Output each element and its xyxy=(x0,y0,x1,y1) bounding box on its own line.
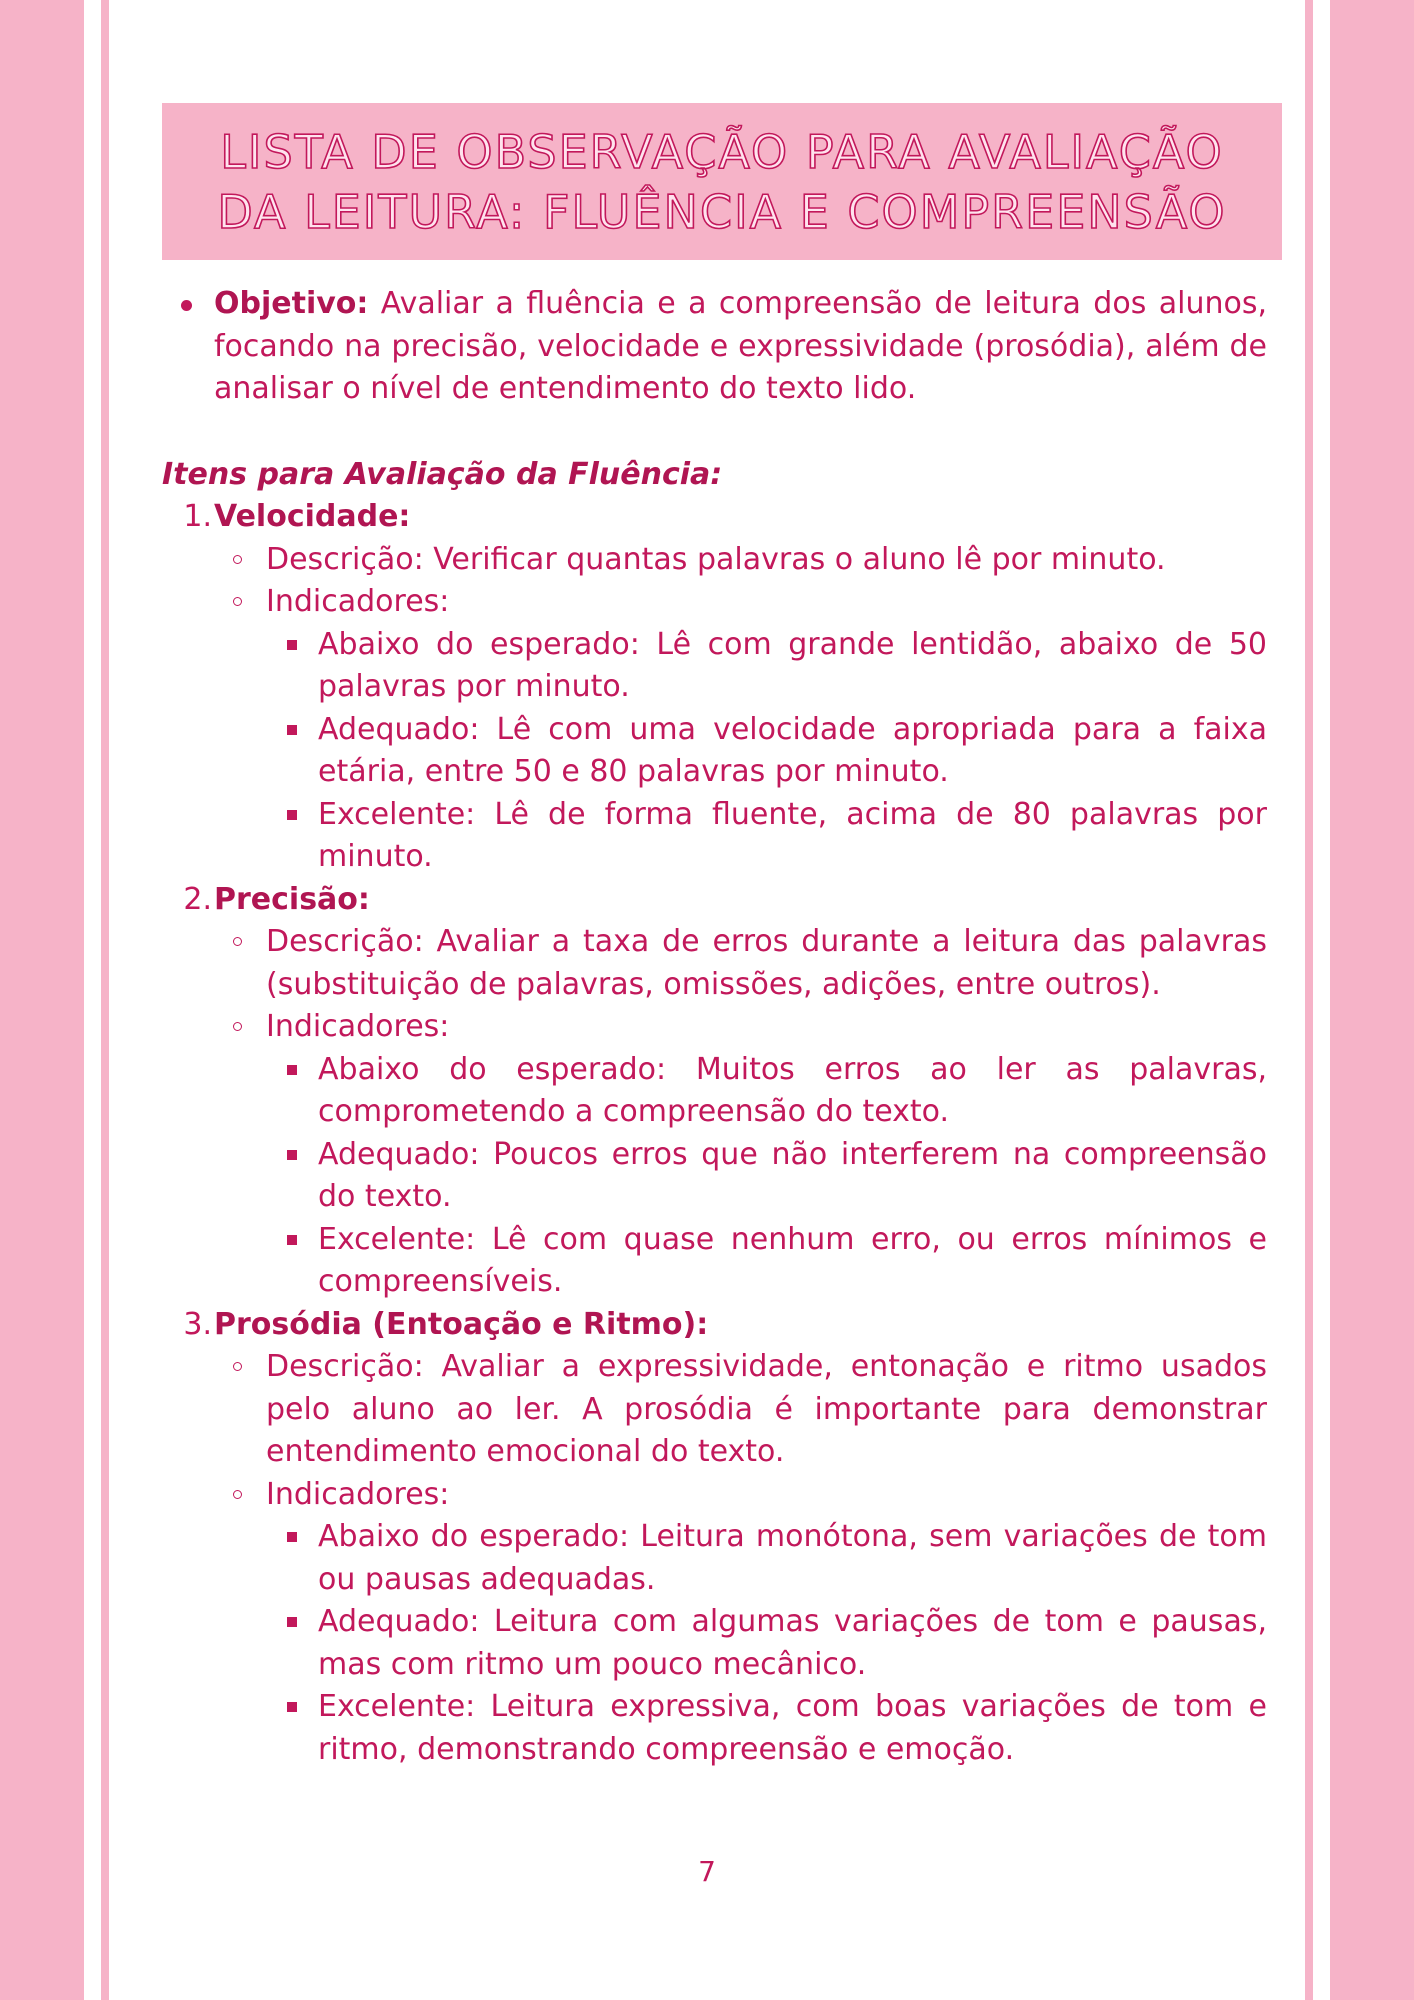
document-body xyxy=(162,283,1267,1771)
criterion-description: Descrição: Avaliar a expressividade, entonação e ritmo usados pelo aluno ao ler. A prosódia é importante para demonstrar entendimento emocional do texto. xyxy=(214,1346,1267,1474)
objective-text: Avaliar a fluência e a compreensão de leitura dos alunos, focando na precisão, velocidade e expressividade (prosódia), além de analisar o nível de entendimento do texto lido. xyxy=(214,286,1267,406)
criterion-number: 1. xyxy=(183,499,212,534)
criterion-description: Descrição: Verificar quantas palavras o aluno lê por minuto. xyxy=(214,539,1267,582)
objective-label: Objetivo: xyxy=(214,286,369,321)
criterion-number: 3. xyxy=(183,1306,212,1342)
criterion-velocidade xyxy=(162,496,1267,539)
left-inner-stripe xyxy=(101,0,109,2000)
indicators-label: Indicadores: xyxy=(214,1474,1267,1517)
indicator-item: Excelente: Lê de forma fluente, acima de 80 palavras por minuto. xyxy=(266,794,1267,879)
indicator-item: Abaixo do esperado: Muitos erros ao ler as palavras, comprometendo a compreensão do texto. xyxy=(266,1049,1267,1134)
criterion-number: 2. xyxy=(183,881,212,917)
indicator-item: Adequado: Poucos erros que não interferem na compreensão do texto. xyxy=(266,1134,1267,1219)
criterion-description: Descrição: Avaliar a taxa de erros durante a leitura das palavras (substituição de palavras, omissões, adições, entre outros). xyxy=(214,921,1267,1006)
right-outer-stripe xyxy=(1330,0,1414,2000)
criterion-title: Prosódia (Entoação e Ritmo): xyxy=(214,1306,709,1342)
indicators-label: Indicadores: xyxy=(214,1006,1267,1049)
indicator-item: Adequado: Leitura com algumas variações de tom e pausas, mas com ritmo um pouco mecânico. xyxy=(266,1601,1267,1686)
criterion-title: Precisão: xyxy=(214,881,370,917)
indicator-item: Excelente: Leitura expressiva, com boas variações de tom e ritmo, demonstrando compreensão e emoção. xyxy=(266,1686,1267,1771)
criterion-prosodia xyxy=(162,1304,1267,1347)
fluency-section-heading: Itens para Avaliação da Fluência: xyxy=(162,456,723,492)
left-outer-stripe xyxy=(0,0,84,2000)
indicator-item: Adequado: Lê com uma velocidade apropriada para a faixa etária, entre 50 e 80 palavras por minuto. xyxy=(266,709,1267,794)
indicator-item: Abaixo do esperado: Lê com grande lentidão, abaixo de 50 palavras por minuto. xyxy=(266,624,1267,709)
criterion-precisao xyxy=(162,879,1267,922)
title-banner xyxy=(162,103,1282,260)
objective-item xyxy=(162,283,1267,411)
right-inner-stripe xyxy=(1305,0,1313,2000)
indicators-label: Indicadores: xyxy=(214,581,1267,624)
indicator-item: Excelente: Lê com quase nenhum erro, ou erros mínimos e compreensíveis. xyxy=(266,1219,1267,1304)
indicator-item: Abaixo do esperado: Leitura monótona, sem variações de tom ou pausas adequadas. xyxy=(266,1516,1267,1601)
page-number: 7 xyxy=(698,1855,716,1888)
criterion-title: Velocidade: xyxy=(214,499,411,534)
page-title: LISTA DE OBSERVAÇÃO PARA AVALIAÇÃO DA LEITURA: FLUÊNCIA E COMPREENSÃO xyxy=(217,124,1227,239)
